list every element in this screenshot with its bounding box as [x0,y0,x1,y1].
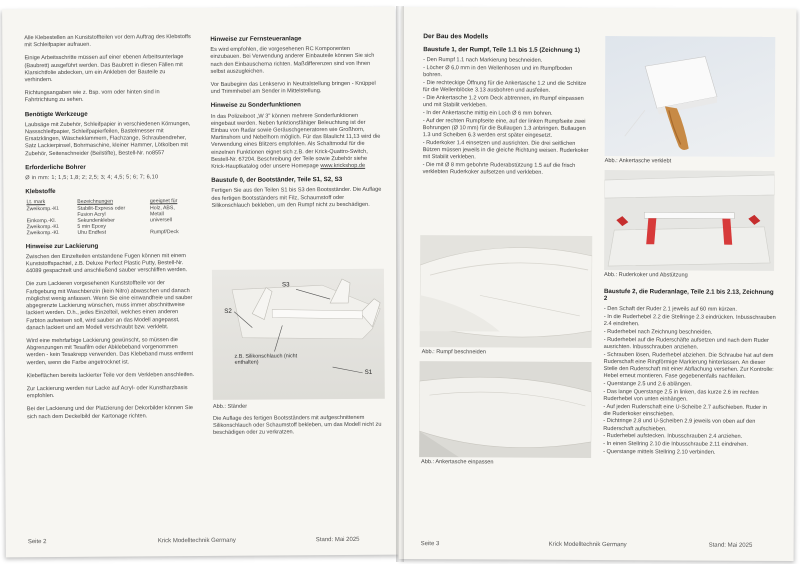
list-item: - Querstange mittels Stellring 2.10 verbinden. [603,448,716,456]
list-item: - Auf jeden Ruderschaft eine U-Scheibe 2.7 aufschieben. Ruder in die Ruderkoker einschieben. [603,403,767,418]
list-item: - Die Ankertasche 1.2 vom Deck abtrennen, im Rumpf einpassen und mit Stabilit verkleben. [422,95,584,109]
table-cell: Holz, ABS, [149,204,175,212]
paragraph: Alle Klebestellen an Kunststoffteilen vor dem Auftrag des Klebstoffs mit Schleifpapier aufrauen. [24,34,191,49]
page-number: Seite 2 [27,539,47,546]
label-s2: S2 [224,307,232,315]
label-s3: S3 [281,281,290,289]
homepage-link[interactable]: www.krickshop.de [320,162,366,170]
list-item: - In einen Stellring 2.10 die Inbusschraube 2.11 eindrehen. [603,441,748,448]
figure-caption: Abb.: Ankertasche einpassen [421,459,494,466]
list-item: - Ruderhebel aufstecken. Inbusschrauben 2.4 anziehen. [603,433,743,441]
table-cell: 5 min Epoxy [77,223,106,231]
glue-table [25,199,193,237]
step-heading: Baustufe 2, die Ruderanlage, Teile 2.1 bis 2.13, Zeichnung 2 [603,288,774,303]
section-heading: Hinweise zur Lackierung [25,242,99,250]
table-cell: Rumpf/Deck [150,229,179,236]
paragraph: Laubsäge mit Zubehör, Schleifpapier in verschiedenen Körnungen, Nassschleifpapier, Schleifpapierfeilen, Bastelmesser mit Ersatzklingen, Wäscheklammern, Flachzange, Schraubendreher, Satz Lackierpinsel, Bohrmaschine, kleiner Hammer, Lötkolben mit Zubehör, Seitenschneider (Beilstifte), Bestell-Nr. no8557 [24,120,191,157]
list-item: - Querstange 2.5 und 2.6 ablängen. [603,380,692,388]
section-heading: Baustufe 0, der Bootständer, Teile S1, S2, S3 [211,176,343,185]
table-header-cell: Lt. mark [26,199,46,206]
step-list [603,306,776,456]
table-cell: Zweikomp.-Kl. [26,230,60,237]
right-col-1 [422,33,591,234]
list-item: - Das lange Querstange 2.5 in linken, das kurze 2.6 im rechten Ruderhebel von unten einhängen. [603,388,759,403]
photo-hull [420,235,593,348]
list-item: - Den Schaft der Ruder 2.1 jeweils auf 60 mm kürzen. [603,306,737,314]
anchor-fitting-illustration [419,361,592,458]
page-number: Seite 3 [420,541,440,548]
right-col-2 [603,286,776,519]
section-heading: Benötigte Werkzeuge [24,110,88,118]
footer-company: Krick Modelltechnik Germany [548,541,627,549]
paragraph: Zwischen den Einzelteilen entstandene Fugen können mit einem Kunststoffspachtel, z.B. Deluxe Perfect Plastic Putty, Bestell-Nr. 44089 gespachtelt und anschließend sauber verschliffen werden. [25,252,188,275]
table-row [26,230,194,237]
list-item: - Die mit Ø 8 mm gebohrte Ruderabstützung 1.5 auf die frisch verklebten Ruderkoker aufsetzen und verkleben. [422,161,576,176]
paragraph [211,112,381,171]
photo-stand [212,269,385,400]
footer-date: Stand: Mai 2025 [315,536,360,544]
paragraph: Klebeflächen bereits lackierter Teile vor dem Verkleben anschleifen. [26,371,195,379]
paragraph: Die zum Lackieren vorgesehenen Kunststoffteile vor der Farbgebung mit Waschbenzin (kein Nitro) abwaschen und danach möglichst wenig anfassen. Wenn Sie eine einwandfreie und sauber abgegrenzte Lackierung wünschen, muss immer abschnittweise lackiert werden. D.h., jedes Einzelteil, welches einen anderen Farbton aufweisen soll, wird sauber an das Modell angepasst, danach lackiert und am Modell verschraubt bzw. verklebt. [25,280,193,331]
drill-sizes: Ø in mm: 1; 1,5; 1,8; 2; 2,5; 3; 4; 4,5; 5; 6; 7; 6,10 [25,174,159,182]
figure-caption: Abb.: Ankertasche verklebt [604,158,672,165]
paragraph: Richtungsangaben wie z. Bsp. vorn oder hinten sind in Fahrtrichtung zu sehen. [24,89,160,104]
paragraph: Wird eine mehrfarbige Lackierung gewünscht, so müssen die Abgrenzungen mit Tesafilm oder Abklebeband vorgenommen werden - kein Tesakrepp verwenden. Das Klebeband muss entfernt werden, wenn die Farbe angetrocknet ist. [26,337,194,366]
list-item: - Die rechteckige Öffnung für die Ankertasche 1.2 und die Schlitze für die Wellenblöcke 3.13 ausbohren und ausfeilen. [422,80,587,94]
label-s1: S1 [364,368,373,376]
table-header-cell: Bezeichnungen [77,199,114,206]
paragraph-text: In das Polizeiboot „W 3" können mehrere Sonderfunktionen eingebaut werden. Neben funktionsfähiger Beleuchtung ist der Einbau von Radar sowie Geräuschgeneratoren wie Großhorn, Martinshorn und Nebelhorn möglich. Für das Blaulicht 11,13 wird die Verwendung eines Blitzers empfohlen. Als Schaltmodul für die einzelnen Funktionen eignet sich z.B. der Krick-Quattro-Switch, Bestell-Nr. 67204. Beschreibung der Teile sowie Zubehör siehe Krick-Hauptkatalog oder unsere Homepage [210,112,381,170]
photo-anchor-glued [605,36,776,157]
footer-date: Stand: Mai 2025 [708,542,753,549]
list-item: - Den Rumpf 1.1 nach Markierung beschneiden. [423,57,543,65]
spine-fold [396,6,404,562]
table-cell: Zweikomp.-Kl. [26,224,60,231]
table-cell: Fusion Acryl [77,211,106,218]
table-cell: Sekundenkleber [77,217,115,224]
right-page [399,7,797,561]
list-item: - Löcher Ø 6,0 mm in den Wellenhosen und im Rumpfboden bohren. [423,65,573,79]
step-heading: Baustufe 1, der Rumpf, Teile 1.1 bis 1.5 (Zeichnung 1) [423,46,580,55]
paragraph: Fertigen Sie aus den Teilen S1 bis S3 den Bootsständer. Die Auflage des fertigen Bootsständers mit Filz, Schaumstoff oder Silikonschlauch bekleben, um den Rumpf nicht zu beschädigen. [211,187,382,209]
left-col-2-bottom [213,415,383,456]
section-heading: Der Bau des Modells [423,33,489,41]
list-item: - Ruderhebel nach Zeichnung beschneiden. [603,329,713,336]
table-cell: Einkomp.-Kl. [26,218,56,225]
stand-illustration [212,269,385,400]
paragraph: Einige Arbeitsschritte müssen auf einer ebenen Arbeitsunterlage (Baubrett) ausgeführt werden. Das Baubrett in diesen Fällen mit Klarsichtfolie abdecken, um ein Ankleben der Bauteile zu verhindern. [24,54,184,84]
paragraph: Zur Lackierung werden nur Lacke auf Acryl- oder Kunstharzbasis empfohlen. [26,385,188,400]
left-col-1 [24,34,195,535]
paragraph: Es wird empfohlen, die vorgesehenen RC Komponenten einzubauen. Bei Verwendung anderer Einbauteile können Sie sich nach den Einbauschema richten. Maßdifferenzen sind von Ihnen selbst auszugleichen. [210,46,375,75]
left-col-2 [210,33,382,264]
table-header-cell: geeignet für [149,198,178,205]
list-item: - Auf der rechten Rumpfseite eine, auf der linken Rumpfseite zwei Bohrungen (Ø 10 mm) für die Bullaugen 1.3 anbringen. Bullaugen 1.3 und Scheiben 6.3 werden erst später eingesetzt. [422,117,586,139]
figure-caption: Abb.: Ständer [212,403,248,410]
section-heading: Erforderliche Bohrer [25,163,86,172]
list-item: - In der Ankertasche mittig ein Loch Ø 6 mm bohren. [422,109,553,117]
left-page [2,7,399,558]
label-silicone-note: z.B. Silikonschlauch (nicht enthalten) [234,353,298,367]
table-cell: Metall [149,211,164,218]
step-list [423,57,592,177]
figure-caption: Abb.: Rumpf beschneiden [421,349,487,356]
table-cell: Zweikomp.-Kl. [26,205,60,212]
section-heading: Hinweise zu Sonderfunktionen [210,101,301,110]
list-item: - Schrauben lösen, Ruderhebel abziehen. Die Schraube hat auf dem Ruderschaft eine Ringförmige Markierung hinterlassen. An dieser Stelle den Ruderschaft mit einer Abflachung versehen. Zur Kontrolle: Hebel erneut montieren. Fase gegebenenfalls nachfeilen. [603,351,774,381]
list-item: - Ruderkoker 1.4 einsetzen und ausrichten. Die drei seitlichen Bützen müssen jeweils in die gleiche Richtung weisen. Ruderkoker mit Stabilit verkleben. [422,139,589,161]
footer-company: Krick Modelltechnik Germany [157,537,236,545]
list-item: - Dichtringe 2.8 und U-Scheiben 2.9 jeweils von oben auf den Ruderschaft aufschieben. [603,418,756,433]
paragraph: Bei der Lackierung und der Platzierung der Dekorbilder können Sie sich nach dem Deckelbild der Kartonage richten. [26,405,193,420]
section-heading: Hinweise zur Fernsteueranlage [210,35,302,43]
photo-anchor-fitting [419,361,592,458]
table-row [25,205,193,212]
paragraph: Die Auflage des fertigen Bootsständers mit aufgeschnittenem Silikonschlauch oder Schaumstoff bekleben, um das Modell nicht zu beschädigen oder zu verkratzen. [212,414,382,437]
table-cell: Uhu Endfest [77,230,107,237]
table-cell: Stabilit-Express oder [77,205,126,212]
rudder-tubes-illustration [604,170,775,271]
list-item: - In die Ruderhebel 2.2 die Stellringe 2.3 eindrücken. Inbusschrauben 2.4 eindrehen. [603,314,776,328]
hull-illustration [420,235,593,348]
photo-rudder-tubes [604,170,775,271]
paragraph: Vor Baubeginn das Lenkservo in Neutralstellung bringen - Knüppel und Trimmhebel am Sender in Mittelstellung. [210,80,376,96]
section-heading: Klebstoffe [25,188,56,196]
list-item: - Ruderhebel auf die Ruderschäfte aufsetzen und nach dem Ruder ausrichten. Inbusschrauben anziehen. [603,336,769,351]
anchor-glued-illustration [605,36,776,157]
table-cell: universell [150,217,172,224]
figure-caption: Abb.: Ruderkoker und Abstützung [604,272,688,279]
